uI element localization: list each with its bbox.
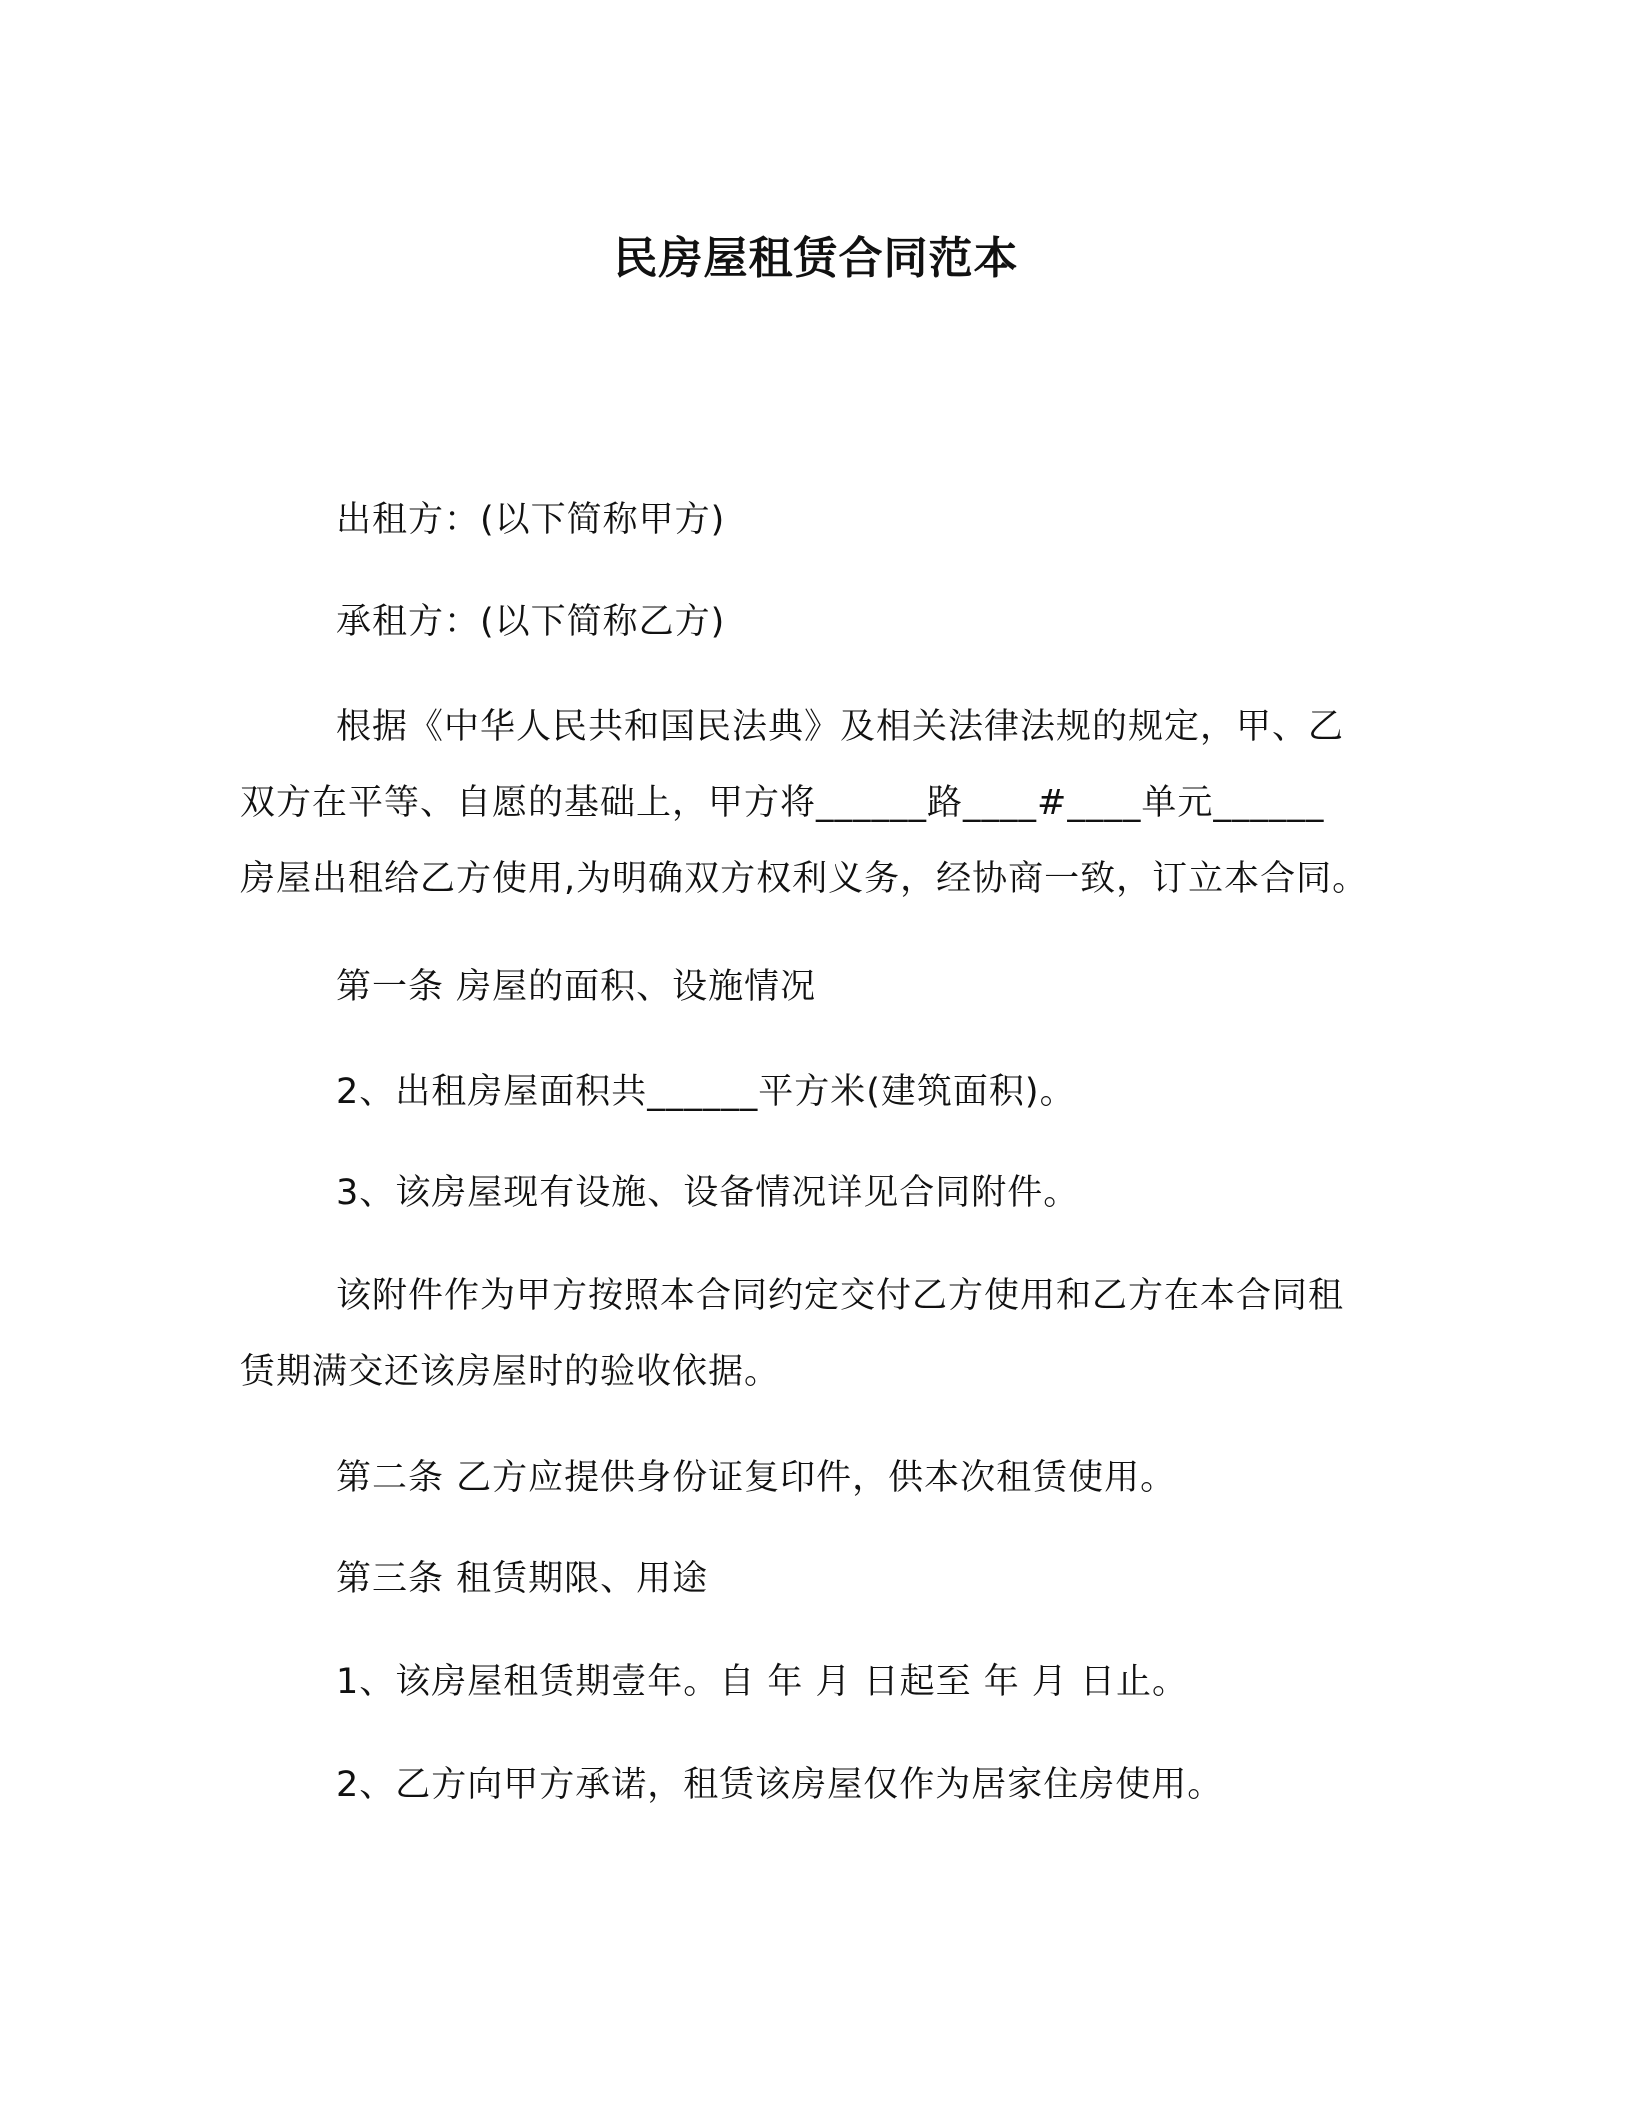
document-title: 民房屋租赁合同范本: [613, 233, 1019, 284]
article-two: [240, 1440, 1392, 1516]
clause-usage: [240, 1747, 1392, 1823]
clause-facilities: [240, 1155, 1392, 1231]
paragraph-line: 第一条 房屋的面积、设施情况: [336, 967, 817, 1007]
paragraph-line: 第三条 租赁期限、用途: [336, 1559, 709, 1599]
clause-area: [240, 1054, 1392, 1130]
paragraph-line: 房屋出租给乙方使用,为明确双方权利义务，经协商一致，订立本合同。: [240, 859, 1369, 899]
paragraph-line: 出租方：(以下简称甲方): [336, 500, 726, 540]
paragraph-line: 赁期满交还该房屋时的验收依据。: [240, 1352, 781, 1392]
paragraph-line: 该附件作为甲方按照本合同约定交付乙方使用和乙方在本合同租: [336, 1276, 1345, 1316]
article-three-heading: [240, 1541, 1392, 1617]
paragraph-lessor: [240, 482, 1392, 558]
paragraph-attachment: [240, 1258, 1392, 1410]
paragraph-line: 2、出租房屋面积共______平方米(建筑面积)。: [336, 1072, 1076, 1112]
clause-term: [240, 1644, 1392, 1720]
paragraph-lessee: [240, 584, 1392, 660]
paragraph-line: 第二条 乙方应提供身份证复印件，供本次租赁使用。: [336, 1458, 1177, 1498]
paragraph-line: 承租方：(以下简称乙方): [336, 602, 726, 642]
paragraph-line: 3、该房屋现有设施、设备情况详见合同附件。: [336, 1173, 1080, 1213]
paragraph-preamble: [240, 689, 1392, 917]
paragraph-line: 2、乙方向甲方承诺，租赁该房屋仅作为居家住房使用。: [336, 1765, 1224, 1805]
paragraph-line: 1、该房屋租赁期壹年。自 年 月 日起至 年 月 日止。: [336, 1662, 1189, 1702]
article-one-heading: [240, 949, 1392, 1025]
paragraph-line: 双方在平等、自愿的基础上，甲方将______路____#____单元______: [240, 783, 1325, 823]
paragraph-line: 根据《中华人民共和国民法典》及相关法律法规的规定，甲、乙: [336, 707, 1345, 747]
